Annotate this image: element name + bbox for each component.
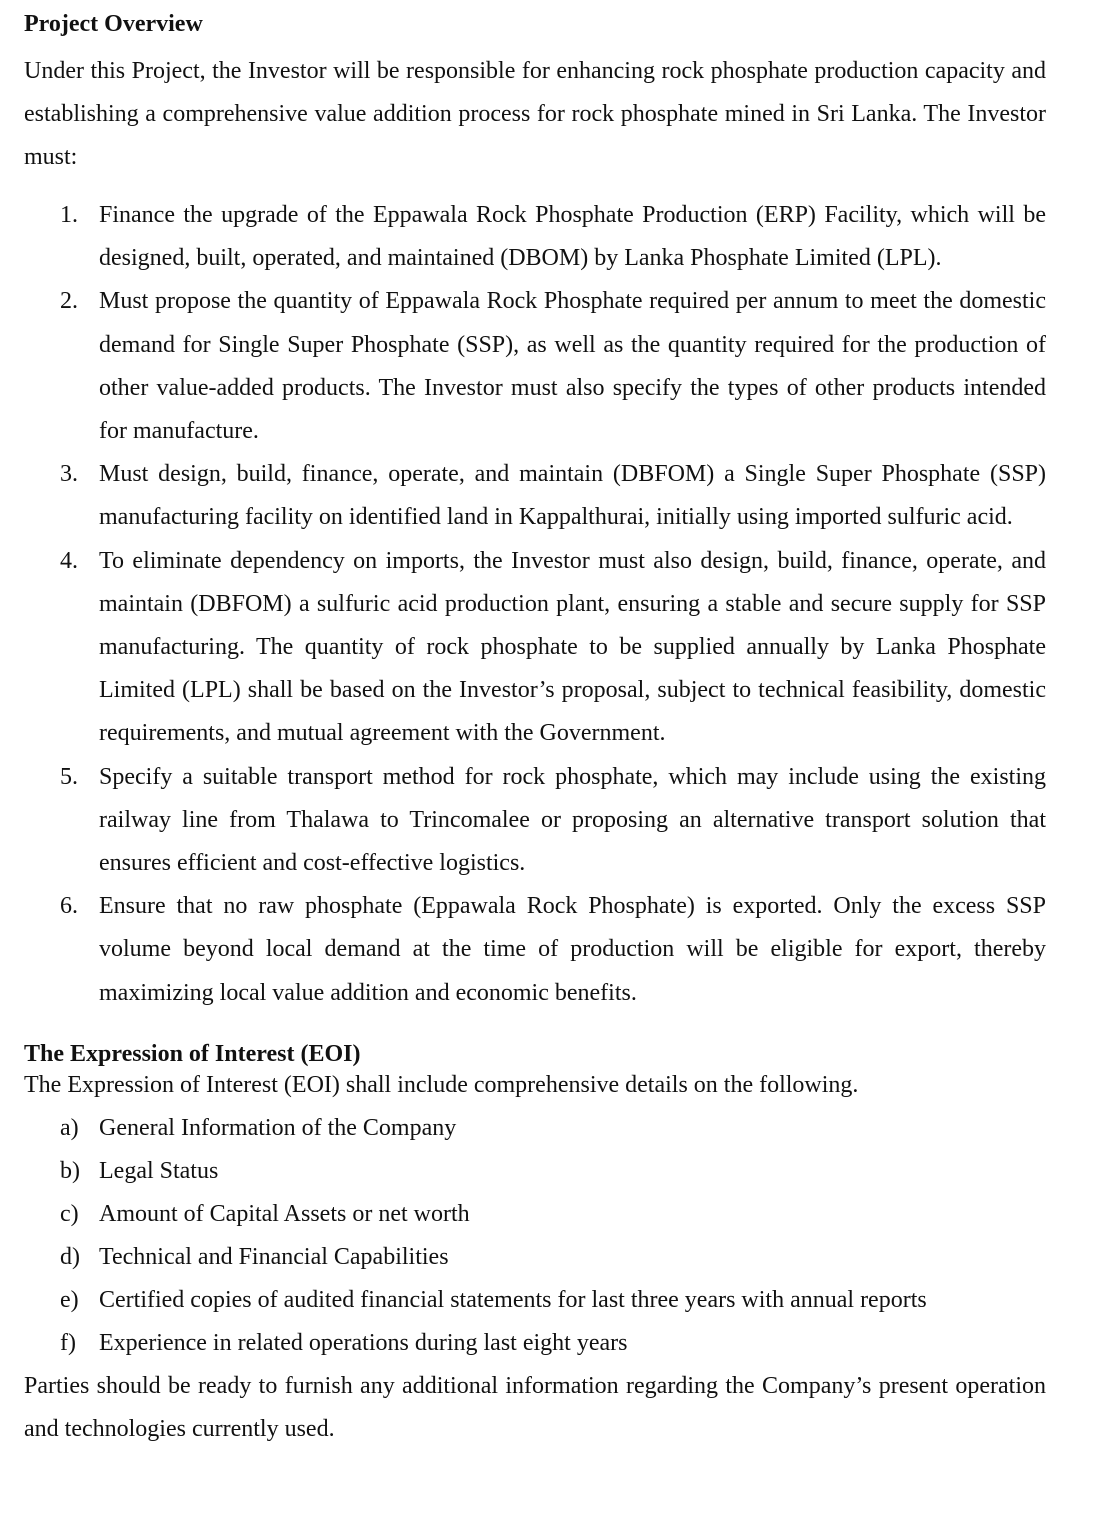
- list-item-letter: f): [60, 1329, 76, 1356]
- list-item: [24, 1279, 1046, 1322]
- list-item: [24, 1236, 1046, 1279]
- list-item-text: Experience in related operations during last eight years: [99, 1329, 628, 1356]
- list-item-text: Specify a suitable transport method for rock phosphate, which may include using the existing railway line from Thalawa to Trincomalee or proposing an alternative transport solution that ensures efficient and cost-effective logistics.: [99, 763, 1046, 877]
- list-item-number: 3.: [60, 461, 78, 488]
- list-item: [24, 280, 1046, 453]
- list-item-text: Technical and Financial Capabilities: [99, 1243, 449, 1270]
- list-item-text: Must design, build, finance, operate, and maintain (DBFOM) a Single Super Phosphate (SSP) manufacturing facility on identified land in Kappalthurai, initially using imported sulfuric acid.: [99, 461, 1046, 531]
- list-item: [24, 756, 1046, 886]
- project-overview-heading: Project Overview: [24, 11, 203, 37]
- eoi-intro: The Expression of Interest (EOI) shall include comprehensive details on the following.: [24, 1071, 859, 1098]
- list-item: [24, 1322, 1046, 1365]
- list-item-text: Certified copies of audited financial statements for last three years with annual reports: [99, 1286, 927, 1313]
- list-item-letter: b): [60, 1157, 80, 1184]
- list-item: [24, 540, 1046, 756]
- list-item: [24, 194, 1046, 280]
- list-item-letter: c): [60, 1200, 79, 1227]
- list-item-text: Ensure that no raw phosphate (Eppawala Rock Phosphate) is exported. Only the excess SSP volume beyond local demand at the time of production will be eligible for export, thereby maximizing local value addition and economic benefits.: [99, 893, 1046, 1006]
- list-item: [24, 1150, 1046, 1193]
- list-item: [24, 1107, 1046, 1150]
- eoi-requirements-list: [24, 1107, 1046, 1365]
- document-page: [24, 8, 1046, 1451]
- list-item-number: 1.: [60, 202, 78, 228]
- list-item-text: Finance the upgrade of the Eppawala Rock Phosphate Production (ERP) Facility, which will be designed, built, operated, and maintained (DBOM) by Lanka Phosphate Limited (LPL).: [99, 202, 1046, 272]
- closing-paragraph: Parties should be ready to furnish any additional information regarding the Company’s present operation and technologies currently used.: [24, 1372, 1046, 1442]
- list-item-letter: a): [60, 1114, 79, 1141]
- list-item-text: Must propose the quantity of Eppawala Rock Phosphate required per annum to meet the domestic demand for Single Super Phosphate (SSP), as well as the quantity required for the production of other value-added products. The Investor must also specify the types of other products intended for manufacture.: [99, 288, 1046, 445]
- list-item-text: Legal Status: [99, 1157, 219, 1184]
- list-item: [24, 453, 1046, 539]
- list-item-number: 4.: [60, 547, 78, 574]
- list-item-number: 5.: [60, 763, 78, 790]
- list-item-number: 6.: [60, 893, 78, 920]
- eoi-heading: The Expression of Interest (EOI): [24, 1040, 361, 1067]
- list-item-text: Amount of Capital Assets or net worth: [99, 1200, 470, 1227]
- list-item: [24, 885, 1046, 1015]
- list-item: [24, 1193, 1046, 1236]
- project-overview-intro: Under this Project, the Investor will be responsible for enhancing rock phosphate production capacity and establishing a comprehensive value addition process for rock phosphate mined in Sri Lanka. The Investor must:: [24, 58, 1046, 170]
- list-item-letter: d): [60, 1243, 80, 1270]
- investor-obligations-list: [24, 194, 1046, 1015]
- list-item-text: General Information of the Company: [99, 1114, 457, 1141]
- list-item-text: To eliminate dependency on imports, the Investor must also design, build, finance, operate, and maintain (DBFOM) a sulfuric acid production plant, ensuring a stable and secure supply for SSP manufacturing. The quantity of rock phosphate to be supplied annually by Lanka Phosphate Limited (LPL) shall be based on the Investor’s proposal, subject to technical feasibility, domestic requirements, and mutual agreement with the Government.: [99, 547, 1046, 747]
- list-item-letter: e): [60, 1286, 79, 1313]
- list-item-number: 2.: [60, 288, 78, 315]
